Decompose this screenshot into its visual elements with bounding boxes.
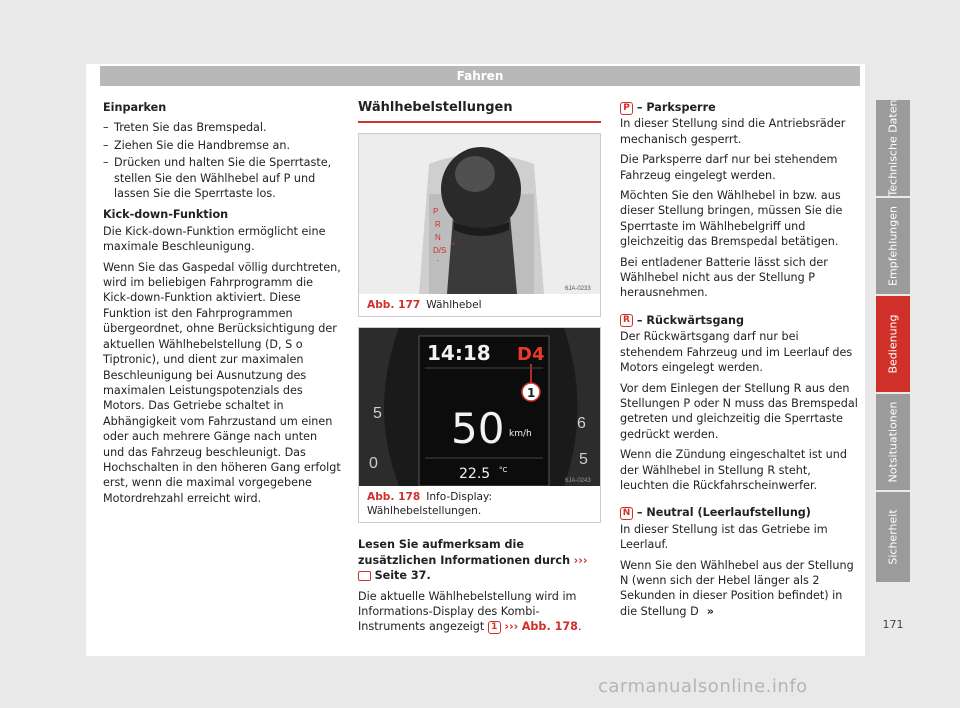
display-speed-unit: km/h (509, 429, 532, 440)
column-left (103, 100, 341, 511)
watermark: carmanualsonline.info (598, 676, 808, 697)
gate-minus: - (437, 258, 440, 266)
section-title: Wählhebelstellungen (358, 100, 601, 123)
r-heading: R – Rückwärtsgang (620, 313, 860, 328)
figure-code: 6JA-0243 (565, 478, 591, 485)
r-text-1: Der Rückwärtsgang darf nur bei stehendem Fahrzeug und im Leerlauf des Motors eingelegt werden. (620, 330, 853, 375)
display-temp: 22.5 (459, 466, 491, 483)
kickdown-intro: Die Kick-down-Funktion ermöglicht eine maximale Beschleunigung. (103, 224, 326, 254)
gear-lever-illustration (359, 134, 600, 294)
page-number: 171 (882, 618, 904, 631)
display-paragraph: Die aktuelle Wählhebelstellung wird im Informations-Display des Kombi-Instruments angezeigt 1 ››› Abb. 178. (358, 589, 582, 634)
continue-arrow: » (706, 604, 714, 618)
gate-r: R (435, 220, 441, 230)
display-time: 14:18 (427, 341, 491, 366)
page-link[interactable]: Seite 37. (374, 569, 431, 583)
p-heading: P – Parksperre (620, 100, 860, 115)
p-text-4: Bei entladener Batterie lässt sich der Wählhebel nicht aus der Stellung P herausnehmen. (620, 255, 828, 300)
r-text-2: Vor dem Einlegen der Stellung R aus den Stellungen P oder N muss das Bremspedal getreten und gleichzeitig die Sperrtaste gedrückt werden. (620, 381, 858, 441)
figure-link[interactable]: Abb. 178 (521, 620, 578, 634)
figure-caption: Abb. 178 Info-Display: Wählhebelstellungen. (367, 491, 493, 518)
column-middle (358, 100, 601, 640)
book-icon (358, 571, 371, 581)
kickdown-body: Wenn Sie das Gaspedal völlig durchtreten, wird im beliebigen Fahrprogramm die Kick-down-Funktion aktiviert. Diese Funktion ist den Fahrprogrammen übergeordnet, ohne Berücksichtigung der aktuellen Wählhebelstellung (D, S o Tiptronic), und dient zur maximalen Beschleunigung bei Ausnutzung des maximalen Leistungspotenzials des Motors. Das Getriebe schaltet in Abhängigkeit vom Fahrzustand um einen oder auch mehrere Gänge nach unten und das Fahrzeug beschleunigt. Das Hochschalten in den höheren Gang erfolgt erst, wenn die maximal vorgegebene Motordrehzahl erreicht wird. (103, 260, 341, 505)
info-display-illustration (359, 328, 600, 486)
tab-bedienung[interactable]: Bedienung (876, 296, 910, 392)
display-speed: 50 (451, 404, 505, 454)
gate-n: N (435, 233, 441, 243)
column-right (620, 100, 860, 624)
p-text-3: Möchten Sie den Wählhebel in bzw. aus dieser Stellung bringen, müssen Sie die Sperrtaste im Wählhebelgriff und gleichzeitig das Bremspedal betätigen. (620, 189, 843, 249)
list-item: – Ziehen Sie die Handbremse an. (103, 138, 291, 152)
n-text-2: Wenn Sie den Wählhebel aus der Stellung N (wenn sich der Hebel länger als 2 Sekunden in dieser Position befindet) in die Stellung D » (620, 558, 854, 618)
callout-1: 1 (527, 386, 536, 401)
list-item: – Drücken und halten Sie die Sperrtaste, stellen Sie den Wählhebel auf P und lassen Sie die Sperrtaste los. (103, 156, 332, 201)
scale-left-2: 0 (369, 455, 378, 473)
figure-code: 6JA-0233 (565, 286, 591, 293)
tab-notsituationen[interactable]: Notsituationen (876, 394, 910, 490)
tab-empfehlungen[interactable]: Empfehlungen (876, 198, 910, 294)
n-heading: N – Neutral (Leerlaufstellung) (620, 505, 860, 520)
callout-badge: 1 (488, 621, 501, 634)
tab-technische-daten[interactable]: Technische Daten (876, 100, 910, 196)
page-header: Fahren (100, 66, 860, 86)
gate-p: P (433, 207, 439, 217)
figure-177 (358, 133, 601, 317)
r-badge: R (620, 314, 633, 327)
figure-178 (358, 327, 601, 523)
p-text-2: Die Parksperre darf nur bei stehendem Fahrzeug eingelegt werden. (620, 153, 838, 182)
display-gear: D4 (517, 344, 545, 366)
gate-plus: + (451, 241, 456, 249)
list-item: – Treten Sie das Bremspedal. (103, 121, 267, 135)
r-text-3: Wenn die Zündung eingeschaltet ist und der Wählhebel in Stellung R steht, leuchten die Rückfahrscheinwerfer. (620, 448, 847, 492)
p-text-1: In dieser Stellung sind die Antriebsräder mechanisch gesperrt. (620, 117, 846, 146)
figure-caption: Abb. 177 Wählhebel (367, 299, 482, 312)
n-badge: N (620, 507, 633, 520)
n-text-1: In dieser Stellung ist das Getriebe im Leerlauf. (620, 522, 828, 552)
p-badge: P (620, 102, 633, 115)
display-temp-unit: °C (499, 466, 508, 475)
gate-ds: D/S (433, 246, 447, 256)
scale-right-1: 6 (577, 415, 586, 433)
scale-right-2: 5 (579, 451, 588, 469)
kickdown-heading: Kick-down-Funktion (103, 208, 229, 222)
info-note: Lesen Sie aufmerksam die zusätzlichen Informationen durch ››› Seite 37. (358, 538, 588, 583)
einparken-heading: Einparken (103, 101, 167, 114)
tab-sicherheit[interactable]: Sicherheit (876, 492, 910, 582)
scale-left-1: 5 (373, 405, 382, 423)
